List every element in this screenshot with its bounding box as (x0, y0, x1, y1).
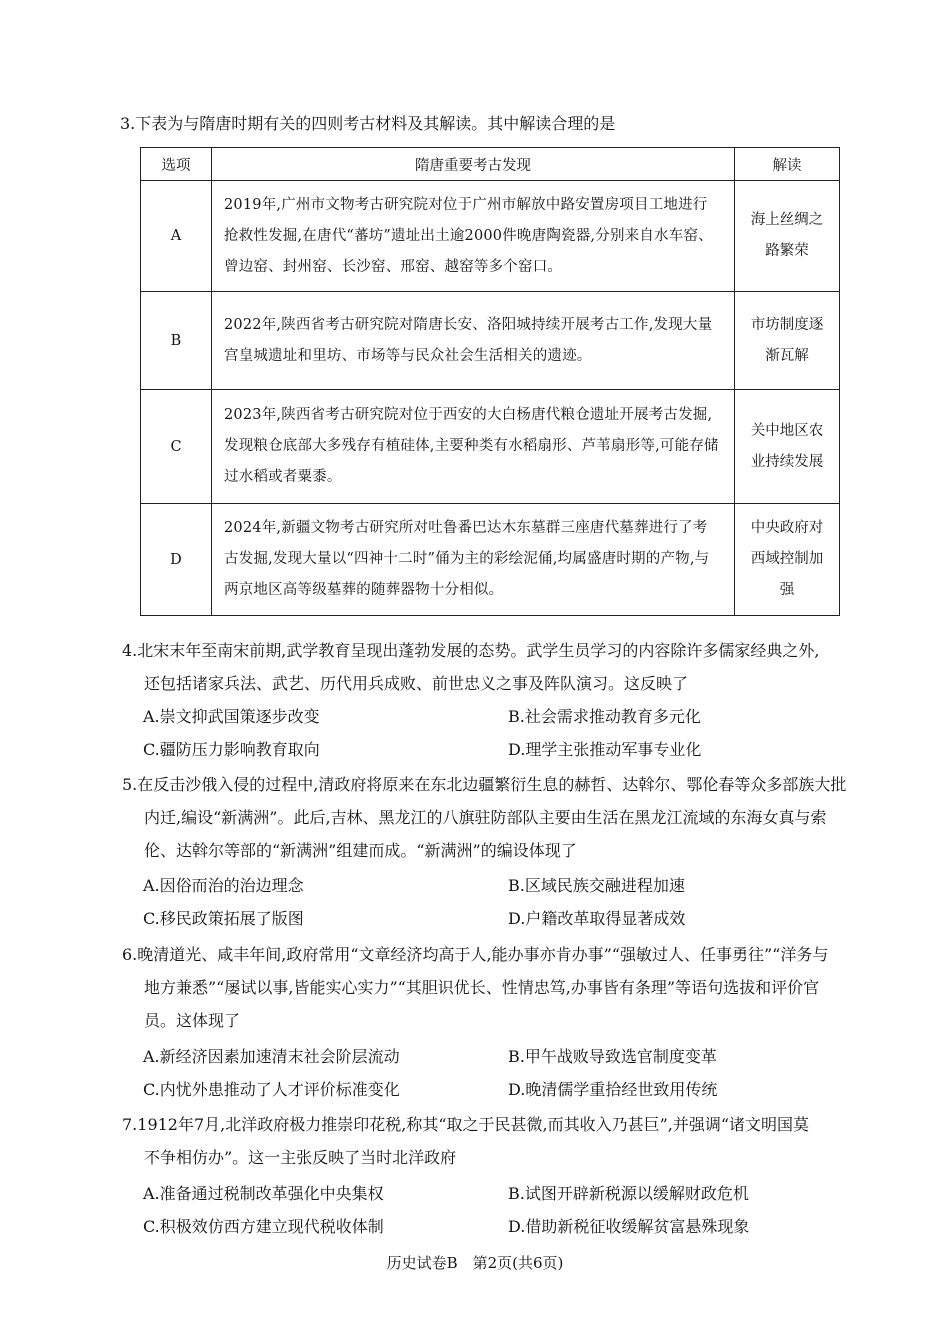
option-c[interactable]: C.移民政策拓展了版图 (143, 909, 304, 928)
options-row (143, 733, 873, 766)
question-6-line-1: 6.晚清道光、咸丰年间,政府常用“文章经济均高于人,能办事亦肯办事”“强敏过人、任事勇往”“洋务与 (122, 945, 829, 964)
option-b[interactable]: B.区域民族交融进程加速 (508, 876, 685, 895)
question-5-stem (122, 768, 872, 867)
row-option: D (141, 504, 212, 616)
options-row (143, 700, 873, 733)
row-option: C (141, 390, 212, 504)
page-footer: 历史试卷B 第2页(共6页) (386, 1254, 564, 1272)
question-4-stem (122, 634, 872, 700)
option-a[interactable]: A.新经济因素加速清末社会阶层流动 (143, 1047, 400, 1066)
header-discovery: 隋唐重要考古发现 (212, 148, 735, 181)
row-option: A (141, 181, 212, 292)
question-6-stem (122, 938, 872, 1037)
options-row (143, 1210, 873, 1243)
question-6-line-2: 地方兼悉”“屡试以事,皆能实心实力”“其胆识优长、性情忠笃,办事皆有条理”等语句选拔和评价官 (144, 978, 820, 997)
option-b[interactable]: B.试图开辟新税源以缓解财政危机 (508, 1184, 749, 1203)
row-interpretation: 中央政府对西域控制加强 (735, 504, 840, 616)
row-discovery: 2022年,陕西省考古研究院对隋唐长安、洛阳城持续开展考古工作,发现大量宫皇城遗址和里坊、市场等与民众社会生活相关的遗迹。 (212, 292, 735, 390)
table-row (141, 292, 840, 390)
question-6-line-3: 员。这体现了 (144, 1011, 241, 1030)
row-discovery: 2023年,陕西省考古研究院对位于西安的大白杨唐代粮仓遗址开展考古发掘,发现粮仓底部大多残存有植硅体,主要种类有水稻扇形、芦苇扇形等,可能存储过水稻或者粟黍。 (212, 390, 735, 504)
question-6-options (143, 1040, 873, 1106)
question-4-line-2: 还包括诸家兵法、武艺、历代用兵成败、前世忠义之事及阵队演习。这反映了 (144, 674, 689, 693)
table-row (141, 181, 840, 292)
question-3-stem: 3.下表为与隋唐时期有关的四则考古材料及其解读。其中解读合理的是 (120, 114, 616, 133)
options-row (143, 902, 873, 935)
question-7-line-2: 不争相仿办”。这一主张反映了当时北洋政府 (144, 1148, 457, 1167)
option-b[interactable]: B.甲午战败导致选官制度变革 (508, 1047, 717, 1066)
question-5-line-3: 伦、达斡尔等部的“新满洲”组建而成。“新满洲”的编设体现了 (144, 841, 577, 860)
option-a[interactable]: A.因俗而治的治边理念 (143, 876, 304, 895)
question-4-options (143, 700, 873, 766)
option-d[interactable]: D.户籍改革取得显著成效 (508, 909, 686, 928)
option-d[interactable]: D.借助新税征收缓解贫富悬殊现象 (508, 1217, 750, 1236)
row-interpretation: 海上丝绸之路繁荣 (735, 181, 840, 292)
question-7-options (143, 1177, 873, 1243)
row-discovery: 2024年,新疆文物考古研究所对吐鲁番巴达木东墓群三座唐代墓葬进行了考古发掘,发现大量以“四神十二时”俑为主的彩绘泥俑,均属盛唐时期的产物,与两京地区高等级墓葬的随葬器物十分相似。 (212, 504, 735, 616)
options-row (143, 1040, 873, 1073)
option-a[interactable]: A.崇文抑武国策逐步改变 (143, 707, 320, 726)
table-row (141, 504, 840, 616)
option-d[interactable]: D.理学主张推动军事专业化 (508, 740, 702, 759)
row-interpretation: 市坊制度逐渐瓦解 (735, 292, 840, 390)
question-5-options (143, 869, 873, 935)
question-5-line-1: 5.在反击沙俄入侵的过程中,清政府将原来在东北边疆繁衍生息的赫哲、达斡尔、鄂伦春等众多部族大批 (122, 775, 847, 794)
table-header-row (141, 148, 840, 181)
option-c[interactable]: C.内忧外患推动了人才评价标准变化 (143, 1080, 400, 1099)
option-c[interactable]: C.疆防压力影响教育取向 (143, 740, 320, 759)
row-discovery: 2019年,广州市文物考古研究院对位于广州市解放中路安置房项目工地进行抢救性发掘,在唐代“蕃坊”遗址出土逾2000件晚唐陶瓷器,分别来自水车窑、曾边窑、封州窑、长沙窑、邢窑、越窑等多个窑口。 (212, 181, 735, 292)
question-7-stem (122, 1108, 872, 1174)
options-row (143, 1177, 873, 1210)
option-a[interactable]: A.准备通过税制改革强化中央集权 (143, 1184, 384, 1203)
options-row (143, 1073, 873, 1106)
question-4-line-1: 4.北宋末年至南宋前期,武学教育呈现出蓬勃发展的态势。武学生员学习的内容除许多儒家经典之外, (122, 641, 820, 660)
row-interpretation: 关中地区农业持续发展 (735, 390, 840, 504)
question-5-line-2: 内迁,编设“新满洲”。此后,吉林、黑龙江的八旗驻防部队主要由生活在黑龙江流域的东海女真与索 (144, 808, 827, 827)
option-b[interactable]: B.社会需求推动教育多元化 (508, 707, 701, 726)
header-option: 选项 (141, 148, 212, 181)
archaeology-table (140, 147, 840, 616)
question-7-line-1: 7.1912年7月,北洋政府极力推崇印花税,称其“取之于民甚微,而其收入乃甚巨”,并强调“诸文明国莫 (122, 1115, 810, 1134)
options-row (143, 869, 873, 902)
option-d[interactable]: D.晚清儒学重拾经世致用传统 (508, 1080, 718, 1099)
header-interpretation: 解读 (735, 148, 840, 181)
table-row (141, 390, 840, 504)
row-option: B (141, 292, 212, 390)
option-c[interactable]: C.积极效仿西方建立现代税收体制 (143, 1217, 384, 1236)
